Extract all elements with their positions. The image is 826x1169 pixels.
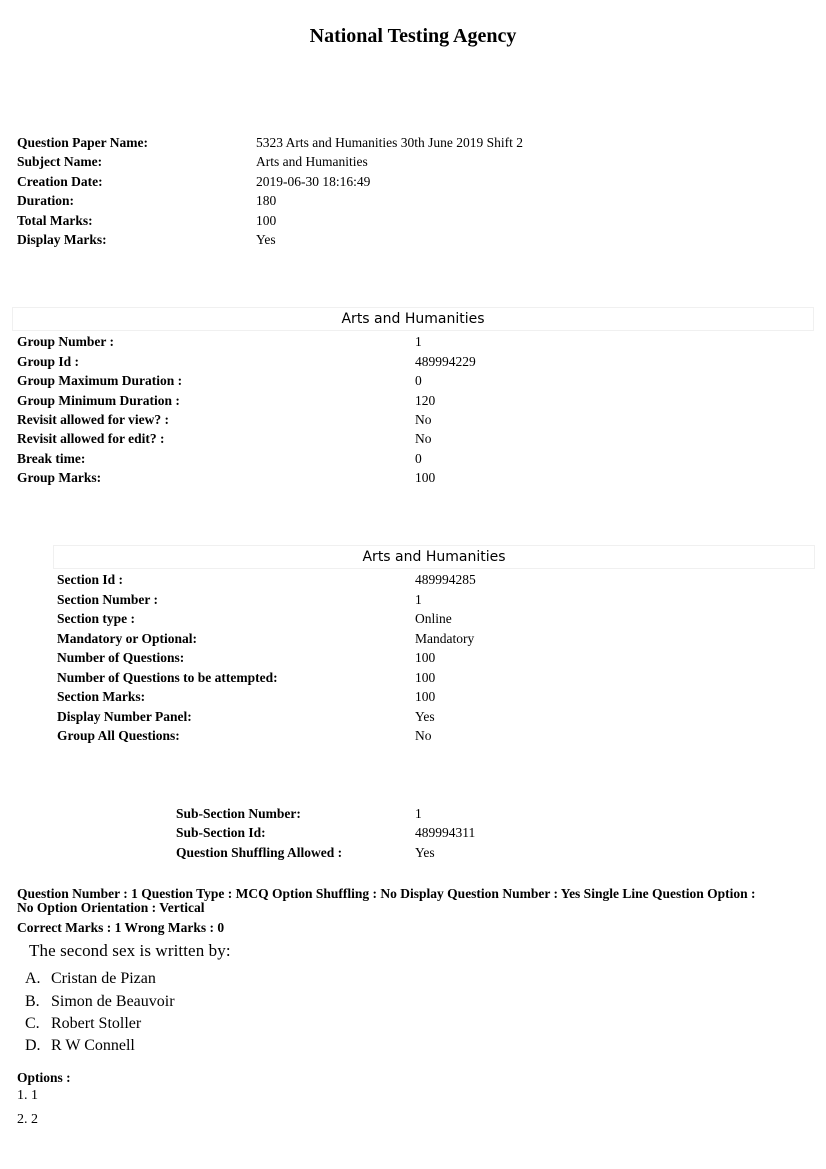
section-row bbox=[57, 707, 757, 726]
option-item: 2. 2 bbox=[17, 1112, 38, 1127]
choice-text: Simon de Beauvoir bbox=[51, 993, 175, 1010]
choice-letter: A. bbox=[25, 970, 41, 987]
paper-row bbox=[17, 152, 717, 171]
paper-label: Question Paper Name: bbox=[17, 135, 148, 150]
group-label: Group Number : bbox=[17, 334, 115, 349]
group-row bbox=[17, 391, 717, 410]
subsection-label: Sub-Section Number: bbox=[176, 806, 301, 821]
group-banner: Arts and Humanities bbox=[12, 307, 814, 331]
section-row bbox=[57, 590, 757, 609]
subsection-label: Sub-Section Id: bbox=[176, 825, 266, 840]
paper-value: 180 bbox=[256, 193, 277, 208]
group-value: No bbox=[415, 412, 432, 427]
subsection-label: Question Shuffling Allowed : bbox=[176, 845, 343, 860]
paper-row bbox=[17, 133, 717, 152]
page-title: National Testing Agency bbox=[309, 25, 517, 47]
paper-label: Subject Name: bbox=[17, 154, 103, 169]
section-label: Section type : bbox=[57, 611, 135, 626]
answer-choice bbox=[25, 1037, 135, 1055]
group-value: No bbox=[415, 431, 432, 446]
answer-choice bbox=[25, 1015, 141, 1033]
options-heading: Options : bbox=[17, 1070, 71, 1085]
paper-row bbox=[17, 191, 717, 210]
paper-row bbox=[17, 211, 717, 230]
group-row bbox=[17, 410, 717, 429]
group-label: Group Id : bbox=[17, 354, 80, 369]
choice-text: Cristan de Pizan bbox=[51, 970, 156, 987]
paper-value: 2019-06-30 18:16:49 bbox=[256, 174, 371, 189]
section-row bbox=[57, 726, 757, 745]
section-value: 1 bbox=[415, 592, 422, 607]
section-label: Section Number : bbox=[57, 592, 158, 607]
group-row bbox=[17, 468, 717, 487]
group-label: Group Minimum Duration : bbox=[17, 393, 180, 408]
question-text: The second sex is written by: bbox=[29, 941, 231, 960]
section-label: Section Id : bbox=[57, 572, 124, 587]
group-value: 120 bbox=[415, 393, 436, 408]
section-row bbox=[57, 687, 757, 706]
section-banner: Arts and Humanities bbox=[53, 545, 815, 569]
paper-label: Total Marks: bbox=[17, 213, 93, 228]
paper-row bbox=[17, 172, 717, 191]
question-marks: Correct Marks : 1 Wrong Marks : 0 bbox=[17, 920, 225, 935]
subsection-row bbox=[176, 804, 676, 823]
section-value: Yes bbox=[415, 709, 435, 724]
section-value: Online bbox=[415, 611, 452, 626]
choice-letter: B. bbox=[25, 993, 40, 1010]
section-label: Number of Questions to be attempted: bbox=[57, 670, 278, 685]
group-label: Revisit allowed for edit? : bbox=[17, 431, 165, 446]
group-row bbox=[17, 429, 717, 448]
group-value: 489994229 bbox=[415, 354, 476, 369]
section-label: Group All Questions: bbox=[57, 728, 180, 743]
choice-text: R W Connell bbox=[51, 1037, 135, 1054]
group-row bbox=[17, 352, 717, 371]
paper-label: Creation Date: bbox=[17, 174, 103, 189]
section-value: 489994285 bbox=[415, 572, 476, 587]
group-label: Group Marks: bbox=[17, 470, 102, 485]
question-meta-line1: Question Number : 1 Question Type : MCQ Option Shuffling : No Display Question Number : Yes Single Line Question Option : bbox=[17, 886, 756, 901]
group-value: 100 bbox=[415, 470, 436, 485]
answer-choice bbox=[25, 993, 175, 1011]
group-value: 1 bbox=[415, 334, 422, 349]
paper-label: Duration: bbox=[17, 193, 74, 208]
group-label: Break time: bbox=[17, 451, 86, 466]
section-row bbox=[57, 648, 757, 667]
paper-row bbox=[17, 230, 717, 249]
group-row bbox=[17, 332, 717, 351]
option-item: 1. 1 bbox=[17, 1088, 38, 1103]
answer-choice bbox=[25, 970, 156, 988]
choice-letter: C. bbox=[25, 1015, 40, 1032]
section-row bbox=[57, 609, 757, 628]
group-label: Revisit allowed for view? : bbox=[17, 412, 169, 427]
section-label: Section Marks: bbox=[57, 689, 146, 704]
section-row bbox=[57, 668, 757, 687]
section-value: 100 bbox=[415, 650, 436, 665]
subsection-value: Yes bbox=[415, 845, 435, 860]
section-label: Number of Questions: bbox=[57, 650, 185, 665]
section-value: Mandatory bbox=[415, 631, 475, 646]
paper-value: Arts and Humanities bbox=[256, 154, 368, 169]
section-value: 100 bbox=[415, 689, 436, 704]
group-value: 0 bbox=[415, 373, 422, 388]
section-row bbox=[57, 629, 757, 648]
subsection-row bbox=[176, 823, 676, 842]
section-row bbox=[57, 570, 757, 589]
group-value: 0 bbox=[415, 451, 422, 466]
paper-value: 5323 Arts and Humanities 30th June 2019 Shift 2 bbox=[256, 135, 523, 150]
group-row bbox=[17, 449, 717, 468]
section-label: Display Number Panel: bbox=[57, 709, 192, 724]
subsection-value: 489994311 bbox=[415, 825, 476, 840]
group-row bbox=[17, 371, 717, 390]
group-label: Group Maximum Duration : bbox=[17, 373, 183, 388]
section-label: Mandatory or Optional: bbox=[57, 631, 198, 646]
choice-text: Robert Stoller bbox=[51, 1015, 142, 1032]
choice-letter: D. bbox=[25, 1037, 41, 1054]
question-meta-line2: No Option Orientation : Vertical bbox=[17, 900, 205, 915]
paper-value: Yes bbox=[256, 232, 276, 247]
paper-label: Display Marks: bbox=[17, 232, 107, 247]
subsection-value: 1 bbox=[415, 806, 422, 821]
subsection-row bbox=[176, 843, 676, 862]
section-value: No bbox=[415, 728, 432, 743]
section-value: 100 bbox=[415, 670, 436, 685]
paper-value: 100 bbox=[256, 213, 277, 228]
